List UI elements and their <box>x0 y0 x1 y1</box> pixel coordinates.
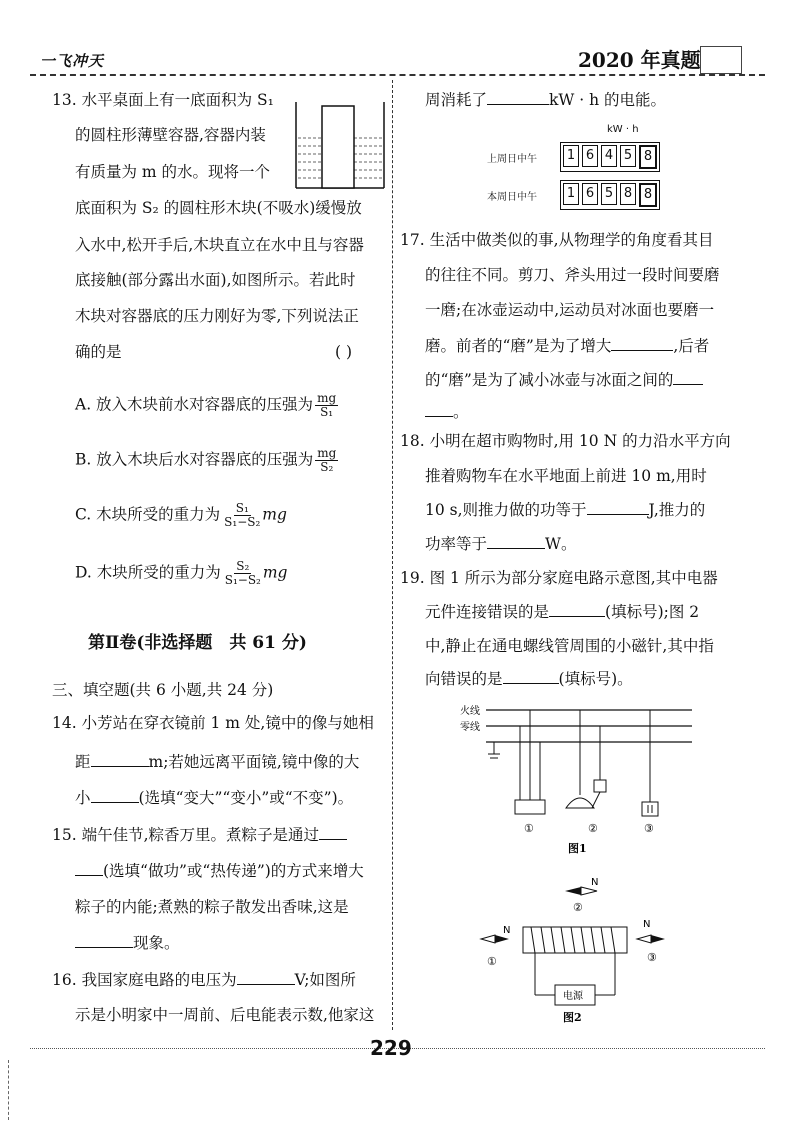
meter-row-1-label: 上周日中午 <box>487 154 537 165</box>
option-c-text: C. 木块所受的重力为 <box>75 505 221 524</box>
q17-line-3: 一磨;在冰壶运动中,运动员对冰面也要磨一 <box>425 301 715 319</box>
q14-blank-1[interactable] <box>91 752 149 767</box>
q14-l2-end: m;若她远离平面镜,镜中像的大 <box>148 753 360 771</box>
q18-l4-end: W。 <box>545 535 577 553</box>
q17-line-6 <box>425 402 469 422</box>
q13-line-2: 的圆柱形薄壁容器,容器内装 <box>75 126 266 144</box>
q18-line-4 <box>425 534 576 554</box>
q16-l1-start: 16. 我国家庭电路的电压为 <box>52 971 237 989</box>
q16-line-1 <box>52 970 356 990</box>
q19-line-2 <box>425 602 699 622</box>
q16-blank-1[interactable] <box>237 970 295 985</box>
q13-option-a <box>75 392 338 419</box>
q15-blank-1a[interactable] <box>319 825 347 840</box>
ground-symbol <box>488 742 500 758</box>
q13-option-d <box>75 560 287 587</box>
option-d-text: D. 木块所受的重力为 <box>75 563 221 582</box>
option-b-numerator: mg <box>317 446 337 460</box>
q17-line-1: 17. 生活中做类似的事,从物理学的角度看其目 <box>400 231 714 249</box>
q15-line-3: 粽子的内能;煮熟的粽子散发出香味,这是 <box>75 898 349 916</box>
q16-blank-2[interactable] <box>487 90 549 105</box>
page-header-title: 2020 年真题 <box>578 48 701 72</box>
q17-line-5 <box>425 370 703 390</box>
needle-2-icon <box>565 887 597 895</box>
component-1-marker: ① <box>524 822 534 835</box>
q18-line-2: 推着购物车在水平地面上前进 10 m,用时 <box>425 467 707 485</box>
q19-l4-start: 向错误的是 <box>425 670 503 688</box>
q17-l6-text: 。 <box>453 403 469 421</box>
q16-l3-end: kW · h 的电能。 <box>549 91 667 109</box>
q14-line-3 <box>75 788 353 808</box>
option-a-text: A. 放入木块前水对容器底的压强为 <box>75 395 314 414</box>
q15-blank-2[interactable] <box>75 933 133 948</box>
option-c-numerator: S₁ <box>235 501 249 515</box>
component-2-lamp <box>566 710 606 808</box>
meter-2-digit-2: 6 <box>582 183 598 205</box>
series-logo-text: 一飞冲天 <box>40 52 105 70</box>
option-a-numerator: mg <box>317 391 337 405</box>
q15-line-4 <box>75 933 180 953</box>
q13-line-6: 底接触(部分露出水面),如图所示。若此时 <box>75 271 356 289</box>
q18-line-3 <box>425 500 705 520</box>
meter-1-digit-5: 8 <box>639 145 657 169</box>
q18-blank-1[interactable] <box>587 500 649 515</box>
q15-l1-text: 15. 端午佳节,粽香万里。煮粽子是通过 <box>52 826 320 844</box>
needle-1-marker: ① <box>487 955 497 968</box>
neutral-wire-label: 零线 <box>460 722 480 733</box>
q19-blank-1[interactable] <box>549 602 605 617</box>
q17-l4-end: ,后者 <box>673 337 710 355</box>
option-d-numerator: S₂ <box>236 559 250 573</box>
q15-l2-text: (选填“做功”或“热传递”)的方式来增大 <box>103 862 364 880</box>
meter-2-digit-5: 8 <box>639 183 657 207</box>
figure-2-solenoid <box>475 875 695 1025</box>
q13-line-1: 13. 水平桌面上有一底面积为 S₁ <box>52 91 274 109</box>
q17-blank-2b[interactable] <box>425 402 453 417</box>
q19-line-3: 中,静止在通电螺线管周围的小磁针,其中指 <box>425 637 714 655</box>
q15-blank-1b[interactable] <box>75 861 103 876</box>
q19-blank-2[interactable] <box>503 669 559 684</box>
q14-l3-start: 小 <box>75 789 91 807</box>
q17-line-4 <box>425 336 709 356</box>
q16-l1-end: V;如图所 <box>294 971 356 989</box>
meter-2-digit-3: 5 <box>601 183 617 205</box>
q15-l4-text: 现象。 <box>133 934 180 952</box>
header-logo <box>700 46 742 74</box>
page-number: 229 <box>370 1036 412 1060</box>
q13-option-b <box>75 447 338 474</box>
q15-line-1 <box>52 825 347 845</box>
component-3-marker: ③ <box>644 822 654 835</box>
q13-answer-bracket: ( ) <box>335 343 353 361</box>
meter-2-digit-1: 1 <box>563 183 579 205</box>
meter-row-2-display <box>560 180 660 210</box>
q13-option-c <box>75 502 287 529</box>
column-divider <box>392 80 393 1030</box>
q13-line-3: 有质量为 m 的水。现将一个 <box>75 163 271 181</box>
option-d-tail: mg <box>262 563 288 582</box>
option-c-denominator: S₁−S₂ <box>224 515 261 529</box>
section-2-title: 第Ⅱ卷(非选择题 共 61 分) <box>88 633 307 653</box>
meter-2-digit-4: 8 <box>620 183 636 205</box>
option-c-fraction <box>222 502 262 529</box>
q16-line-2: 示是小明家中一周前、后电能表示数,他家这 <box>75 1006 375 1024</box>
q19-l2-start: 元件连接错误的是 <box>425 603 550 621</box>
meter-1-digit-3: 4 <box>601 145 617 167</box>
needle-3-icon <box>637 935 665 943</box>
left-binding-edge <box>8 1060 9 1120</box>
q16-line-3 <box>425 90 666 110</box>
q14-l3-end: (选填“变大”“变小”或“不变”)。 <box>138 789 354 807</box>
section-3-subtitle: 三、填空题(共 6 小题,共 24 分) <box>52 681 274 699</box>
q17-l5-text: 的“磨”是为了减小冰壶与冰面之间的 <box>425 371 674 389</box>
needle-2-marker: ② <box>573 901 583 914</box>
q16-l3-start: 周消耗了 <box>425 91 488 109</box>
option-b-denominator: S₂ <box>320 460 334 474</box>
q13-container-figure <box>290 100 390 192</box>
q18-line-1: 18. 小明在超市购物时,用 10 N 的力沿水平方向 <box>400 432 731 450</box>
option-c-tail: mg <box>262 505 287 524</box>
option-a-denominator: S₁ <box>320 405 334 419</box>
figure-1-household-circuit <box>460 700 700 860</box>
q18-l3-start: 10 s,则推力做的功等于 <box>425 501 587 519</box>
q17-blank-2a[interactable] <box>673 370 703 385</box>
option-b-text: B. 放入木块后水对容器底的压强为 <box>75 450 314 469</box>
header-divider <box>30 74 765 76</box>
q19-l4-end: (填标号)。 <box>558 670 633 688</box>
q14-line-1: 14. 小芳站在穿衣镜前 1 m 处,镜中的像与她相 <box>52 714 374 732</box>
q17-l4-start: 磨。前者的“磨”是为了增大 <box>425 337 612 355</box>
needle-1-icon <box>481 935 509 943</box>
q18-l3-end: J,推力的 <box>648 501 706 519</box>
q17-line-2: 的往往不同。剪刀、斧头用过一段时间要磨 <box>425 266 720 284</box>
q19-line-1: 19. 图 1 所示为部分家庭电路示意图,其中电器 <box>400 569 718 587</box>
needle-2-n-label: N <box>591 877 599 888</box>
meter-unit-label: kW · h <box>607 124 639 135</box>
q13-line-7: 木块对容器底的压力刚好为零,下列说法正 <box>75 307 359 325</box>
option-a-fraction <box>315 392 338 419</box>
meter-row-2-label: 本周日中午 <box>487 192 537 203</box>
meter-1-digit-1: 1 <box>563 145 579 167</box>
q13-line-8: 确的是 <box>75 343 122 361</box>
q14-line-2 <box>75 752 359 772</box>
q13-line-5: 入水中,松开手后,木块直立在水中且与容器 <box>75 236 364 254</box>
needle-3-marker: ③ <box>647 951 657 964</box>
power-source-label: 电源 <box>563 991 583 1002</box>
needle-1-n-label: N <box>503 925 511 936</box>
meter-1-digit-4: 5 <box>620 145 636 167</box>
meter-1-digit-2: 6 <box>582 145 598 167</box>
option-d-fraction <box>223 560 263 587</box>
q13-line-4: 底面积为 S₂ 的圆柱形木块(不吸水)缓慢放 <box>75 199 362 217</box>
component-2-marker: ② <box>588 822 598 835</box>
q15-line-2 <box>75 861 364 881</box>
figure-1-caption: 图1 <box>568 842 587 855</box>
q14-blank-2[interactable] <box>91 788 139 803</box>
q19-l2-end: (填标号);图 2 <box>605 603 700 621</box>
option-b-fraction <box>315 447 338 474</box>
needle-3-n-label: N <box>643 919 651 930</box>
figure-2-caption: 图2 <box>563 1011 582 1024</box>
meter-row-1-display <box>560 142 660 172</box>
q18-blank-2[interactable] <box>487 534 545 549</box>
option-d-denominator: S₁−S₂ <box>224 573 261 587</box>
q18-l4-start: 功率等于 <box>425 535 488 553</box>
q19-line-4 <box>425 669 633 689</box>
q17-blank-1[interactable] <box>611 336 673 351</box>
live-wire-label: 火线 <box>460 706 480 717</box>
q14-l2-start: 距 <box>75 753 91 771</box>
